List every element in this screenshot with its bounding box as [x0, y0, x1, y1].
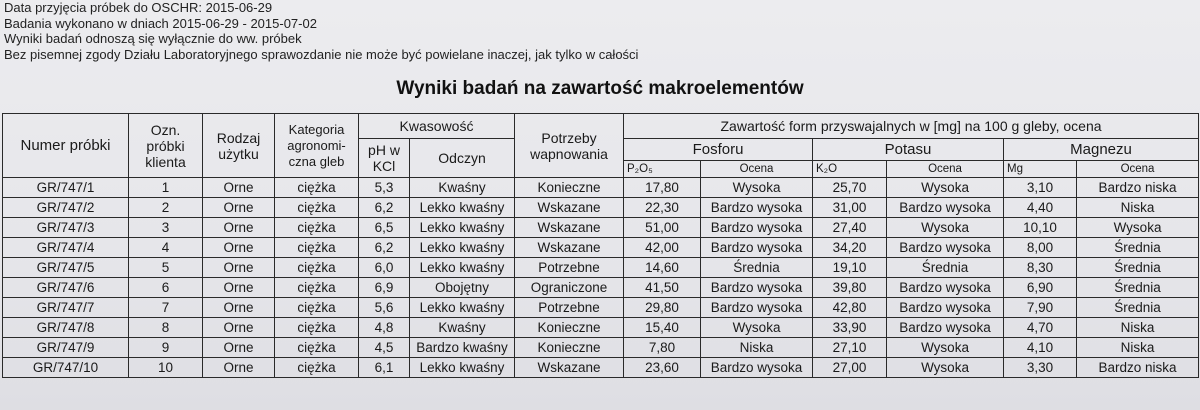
header-odczyn: Odczyn — [410, 139, 515, 178]
cell-odczyn: Lekko kwaśny — [410, 258, 515, 278]
cell-numer: GR/747/4 — [3, 238, 129, 258]
table-row — [3, 318, 1199, 338]
cell-mg: 4,10 — [1004, 338, 1077, 358]
cell-p2o5: 42,00 — [624, 238, 701, 258]
cell-rodzaj: Orne — [203, 278, 275, 298]
cell-p-ocena: Wysoka — [701, 178, 813, 198]
table-row — [3, 218, 1199, 238]
cell-mg-ocena: Średnia — [1077, 278, 1199, 298]
cell-p2o5: 15,40 — [624, 318, 701, 338]
table-row — [3, 258, 1199, 278]
header-magnezu: Magnezu — [1004, 139, 1199, 161]
cell-p2o5: 41,50 — [624, 278, 701, 298]
header-kategoria: Kategoria agronomi-czna gleb — [275, 114, 359, 178]
table-row — [3, 178, 1199, 198]
table-row — [3, 338, 1199, 358]
cell-p-ocena: Bardzo wysoka — [701, 358, 813, 378]
meta-line: Bez pisemnej zgody Działu Laboratoryjnego sprawozdanie nie może być powielane inaczej, jak tylko w całości — [4, 46, 639, 62]
cell-p2o5: 17,80 — [624, 178, 701, 198]
report-title: Wyniki badań na zawartość makroelementów — [396, 78, 804, 99]
cell-p2o5: 23,60 — [624, 358, 701, 378]
cell-odczyn: Lekko kwaśny — [410, 238, 515, 258]
cell-p-ocena: Wysoka — [701, 318, 813, 338]
cell-numer: GR/747/2 — [3, 198, 129, 218]
cell-p-ocena: Bardzo wysoka — [701, 278, 813, 298]
header-p2o5: P₂O₅ — [624, 161, 701, 178]
table-row — [3, 278, 1199, 298]
cell-ozn: 5 — [129, 258, 203, 278]
cell-k2o: 31,00 — [813, 198, 887, 218]
cell-ph: 6,2 — [359, 198, 410, 218]
cell-p2o5: 51,00 — [624, 218, 701, 238]
cell-mg: 7,90 — [1004, 298, 1077, 318]
cell-mg: 4,40 — [1004, 198, 1077, 218]
cell-mg: 8,30 — [1004, 258, 1077, 278]
meta-line: Wyniki badań odnoszą się wyłącznie do ww. próbek — [4, 31, 302, 46]
cell-k2o: 19,10 — [813, 258, 887, 278]
cell-rodzaj: Orne — [203, 358, 275, 378]
cell-k2o: 33,90 — [813, 318, 887, 338]
cell-wapnowanie: Konieczne — [515, 178, 624, 198]
cell-kategoria: ciężka — [275, 318, 359, 338]
cell-ozn: 3 — [129, 218, 203, 238]
cell-p-ocena: Bardzo wysoka — [701, 298, 813, 318]
cell-numer: GR/747/5 — [3, 258, 129, 278]
header-ozn-probki: Ozn. próbki klienta — [129, 114, 203, 178]
cell-mg-ocena: Niska — [1077, 338, 1199, 358]
cell-p-ocena: Bardzo wysoka — [701, 238, 813, 258]
cell-wapnowanie: Potrzebne — [515, 298, 624, 318]
cell-odczyn: Kwaśny — [410, 178, 515, 198]
cell-p-ocena: Bardzo wysoka — [701, 218, 813, 238]
cell-p-ocena: Średnia — [701, 258, 813, 278]
cell-rodzaj: Orne — [203, 258, 275, 278]
cell-wapnowanie: Wskazane — [515, 358, 624, 378]
header-k-ocena: Ocena — [887, 161, 1004, 178]
table-row — [3, 358, 1199, 378]
cell-rodzaj: Orne — [203, 298, 275, 318]
cell-mg: 10,10 — [1004, 218, 1077, 238]
cell-k-ocena: Bardzo wysoka — [887, 318, 1004, 338]
cell-ph: 6,1 — [359, 358, 410, 378]
cell-kategoria: ciężka — [275, 298, 359, 318]
cell-k2o: 39,80 — [813, 278, 887, 298]
table-row — [3, 298, 1199, 318]
cell-ozn: 7 — [129, 298, 203, 318]
cell-rodzaj: Orne — [203, 218, 275, 238]
cell-k2o: 34,20 — [813, 238, 887, 258]
cell-k2o: 42,80 — [813, 298, 887, 318]
cell-mg-ocena: Wysoka — [1077, 218, 1199, 238]
cell-odczyn: Bardzo kwaśny — [410, 338, 515, 358]
cell-k2o: 27,10 — [813, 338, 887, 358]
cell-k-ocena: Wysoka — [887, 218, 1004, 238]
cell-k2o: 27,00 — [813, 358, 887, 378]
cell-p2o5: 29,80 — [624, 298, 701, 318]
cell-numer: GR/747/9 — [3, 338, 129, 358]
header-numer-probki: Numer próbki — [3, 114, 129, 178]
cell-odczyn: Obojętny — [410, 278, 515, 298]
cell-numer: GR/747/3 — [3, 218, 129, 238]
cell-kategoria: ciężka — [275, 178, 359, 198]
header-rodzaj-uzytku: Rodzaj użytku — [203, 114, 275, 178]
cell-ph: 5,6 — [359, 298, 410, 318]
header-mg-ocena: Ocena — [1077, 161, 1199, 178]
cell-numer: GR/747/7 — [3, 298, 129, 318]
cell-p-ocena: Niska — [701, 338, 813, 358]
cell-mg-ocena: Średnia — [1077, 258, 1199, 278]
cell-numer: GR/747/6 — [3, 278, 129, 298]
cell-wapnowanie: Wskazane — [515, 218, 624, 238]
cell-wapnowanie: Konieczne — [515, 338, 624, 358]
cell-ph: 4,8 — [359, 318, 410, 338]
cell-mg: 8,00 — [1004, 238, 1077, 258]
cell-mg-ocena: Bardzo niska — [1077, 358, 1199, 378]
cell-rodzaj: Orne — [203, 338, 275, 358]
cell-mg: 3,30 — [1004, 358, 1077, 378]
cell-odczyn: Lekko kwaśny — [410, 358, 515, 378]
cell-mg-ocena: Niska — [1077, 318, 1199, 338]
cell-ph: 4,5 — [359, 338, 410, 358]
cell-k-ocena: Wysoka — [887, 178, 1004, 198]
cell-wapnowanie: Ograniczone — [515, 278, 624, 298]
cell-ozn: 4 — [129, 238, 203, 258]
cell-odczyn: Lekko kwaśny — [410, 198, 515, 218]
cell-kategoria: ciężka — [275, 258, 359, 278]
cell-kategoria: ciężka — [275, 338, 359, 358]
cell-ph: 6,9 — [359, 278, 410, 298]
cell-wapnowanie: Wskazane — [515, 238, 624, 258]
table-body — [3, 178, 1199, 378]
header-potrzeby-wapnowania: Potrzeby wapnowania — [515, 114, 624, 178]
cell-kategoria: ciężka — [275, 278, 359, 298]
header-ph-kcl: pH w KCl — [359, 139, 410, 178]
cell-odczyn: Lekko kwaśny — [410, 218, 515, 238]
cell-ozn: 8 — [129, 318, 203, 338]
cell-kategoria: ciężka — [275, 198, 359, 218]
cell-odczyn: Kwaśny — [410, 318, 515, 338]
cell-p-ocena: Bardzo wysoka — [701, 198, 813, 218]
cell-ph: 5,3 — [359, 178, 410, 198]
header-fosforu: Fosforu — [624, 139, 813, 161]
cell-ph: 6,2 — [359, 238, 410, 258]
cell-numer: GR/747/10 — [3, 358, 129, 378]
cell-rodzaj: Orne — [203, 178, 275, 198]
cell-ozn: 1 — [129, 178, 203, 198]
meta-line: Data przyjęcia próbek do OSCHR: 2015-06-29 — [4, 0, 273, 15]
cell-k-ocena: Średnia — [887, 258, 1004, 278]
cell-rodzaj: Orne — [203, 318, 275, 338]
cell-k2o: 25,70 — [813, 178, 887, 198]
cell-ozn: 10 — [129, 358, 203, 378]
table-row — [3, 198, 1199, 218]
cell-mg: 6,90 — [1004, 278, 1077, 298]
cell-mg: 4,70 — [1004, 318, 1077, 338]
cell-k-ocena: Bardzo wysoka — [887, 198, 1004, 218]
cell-wapnowanie: Konieczne — [515, 318, 624, 338]
cell-wapnowanie: Wskazane — [515, 198, 624, 218]
cell-k-ocena: Bardzo wysoka — [887, 278, 1004, 298]
header-p-ocena: Ocena — [701, 161, 813, 178]
cell-wapnowanie: Potrzebne — [515, 258, 624, 278]
cell-k-ocena: Wysoka — [887, 338, 1004, 358]
cell-k-ocena: Bardzo wysoka — [887, 238, 1004, 258]
cell-kategoria: ciężka — [275, 358, 359, 378]
cell-ozn: 6 — [129, 278, 203, 298]
cell-mg-ocena: Średnia — [1077, 298, 1199, 318]
cell-numer: GR/747/8 — [3, 318, 129, 338]
results-table — [2, 113, 1199, 378]
cell-odczyn: Lekko kwaśny — [410, 298, 515, 318]
cell-ph: 6,0 — [359, 258, 410, 278]
cell-numer: GR/747/1 — [3, 178, 129, 198]
report-meta — [4, 0, 638, 62]
header-zawartosc: Zawartość form przyswajalnych w [mg] na 100 g gleby, ocena — [624, 114, 1199, 139]
cell-mg: 3,10 — [1004, 178, 1077, 198]
table-row — [3, 238, 1199, 258]
header-kwasowosc: Kwasowość — [359, 114, 515, 139]
cell-mg-ocena: Bardzo niska — [1077, 178, 1199, 198]
cell-k-ocena: Wysoka — [887, 358, 1004, 378]
header-mg: Mg — [1004, 161, 1077, 178]
cell-k2o: 27,40 — [813, 218, 887, 238]
cell-kategoria: ciężka — [275, 218, 359, 238]
cell-rodzaj: Orne — [203, 198, 275, 218]
header-k2o: K₂O — [813, 161, 887, 178]
cell-p2o5: 14,60 — [624, 258, 701, 278]
cell-kategoria: ciężka — [275, 238, 359, 258]
cell-p2o5: 22,30 — [624, 198, 701, 218]
meta-line: Badania wykonano w dniach 2015-06-29 - 2015-07-02 — [4, 15, 317, 31]
cell-p2o5: 7,80 — [624, 338, 701, 358]
cell-ozn: 9 — [129, 338, 203, 358]
cell-k-ocena: Bardzo wysoka — [887, 298, 1004, 318]
cell-mg-ocena: Średnia — [1077, 238, 1199, 258]
table-header — [3, 114, 1199, 178]
cell-mg-ocena: Niska — [1077, 198, 1199, 218]
header-potasu: Potasu — [813, 139, 1004, 161]
cell-ph: 6,5 — [359, 218, 410, 238]
cell-rodzaj: Orne — [203, 238, 275, 258]
cell-ozn: 2 — [129, 198, 203, 218]
